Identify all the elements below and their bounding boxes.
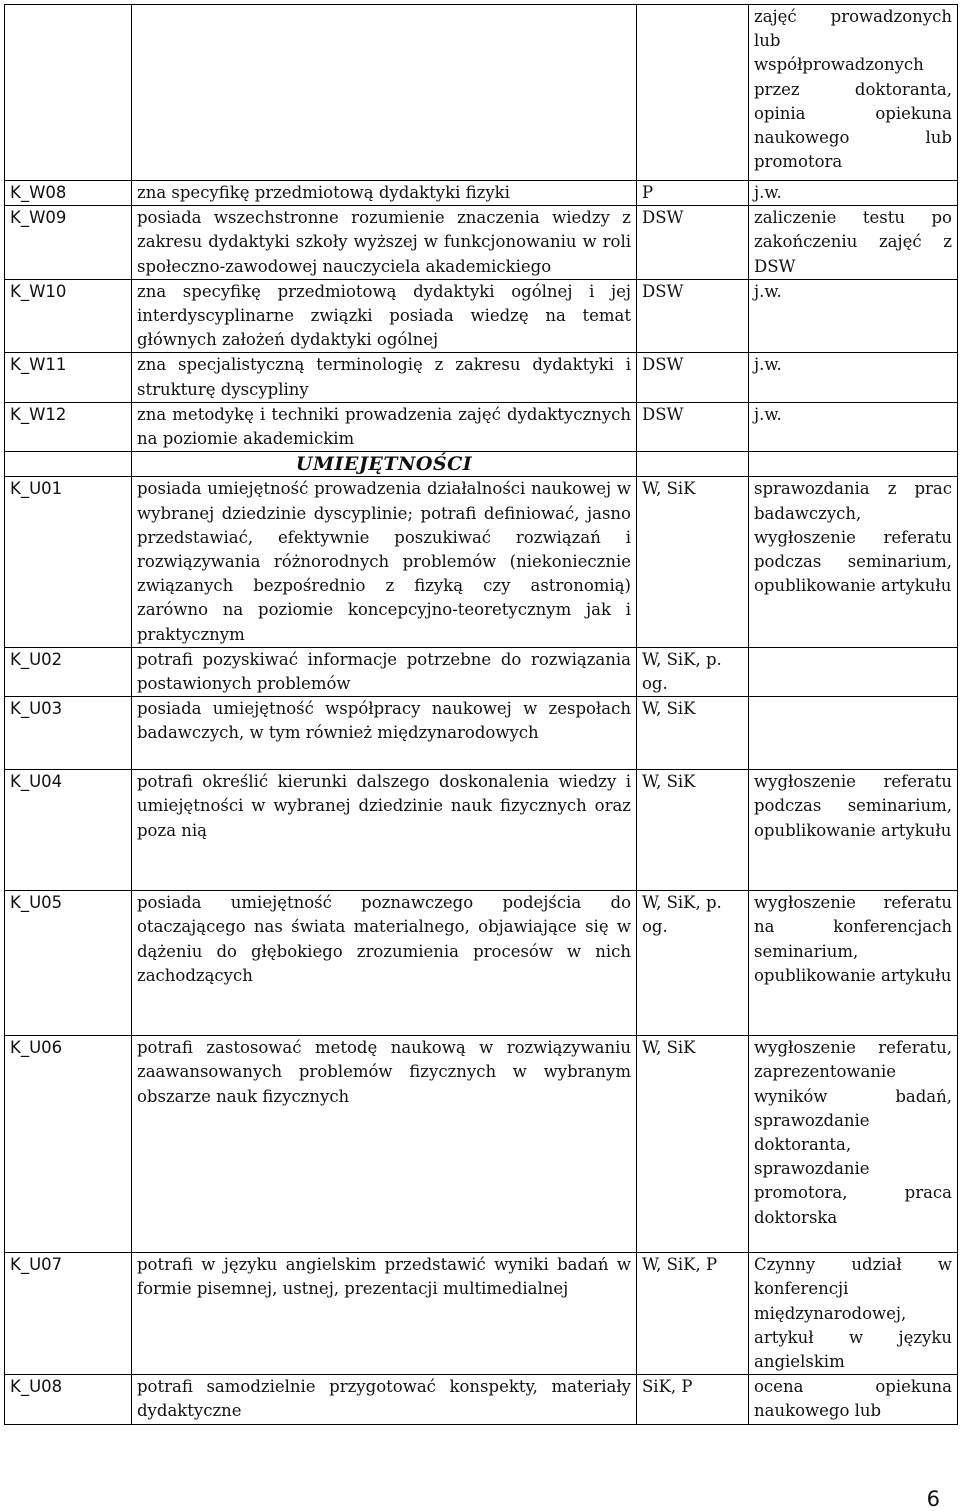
outcome-code: K_U07 xyxy=(5,1253,132,1375)
outcome-form: W, SiK, p. og. xyxy=(637,647,749,696)
table-row xyxy=(5,891,958,1036)
section-heading: UMIEJĘTNOŚCI xyxy=(132,452,637,477)
outcome-form: DSW xyxy=(637,279,749,353)
table-row xyxy=(5,770,958,891)
outcome-form: W, SiK, p. og. xyxy=(637,891,749,1036)
outcome-verification: j.w. xyxy=(749,181,958,206)
outcome-verification xyxy=(749,647,958,696)
outcome-verification xyxy=(749,697,958,770)
outcome-form: DSW xyxy=(637,206,749,280)
outcome-verification: sprawozdania z prac badawczych, wygłoszenie referatu podczas seminarium, opublikowanie artykułu xyxy=(749,477,958,647)
outcome-code: K_U05 xyxy=(5,891,132,1036)
table-row xyxy=(5,697,958,770)
outcome-form: W, SiK xyxy=(637,697,749,770)
outcome-code: K_U06 xyxy=(5,1036,132,1253)
outcome-description: zna metodykę i techniki prowadzenia zajęć dydaktycznych na poziomie akademickim xyxy=(132,402,637,451)
outcome-form: W, SiK xyxy=(637,477,749,647)
outcome-verification: j.w. xyxy=(749,279,958,353)
outcome-description: potrafi samodzielnie przygotować konspekty, materiały dydaktyczne xyxy=(132,1375,637,1424)
outcome-code: K_U04 xyxy=(5,770,132,891)
outcome-description: posiada wszechstronne rozumienie znaczenia wiedzy z zakresu dydaktyki szkoły wyższej w funkcjonowaniu w roli społeczno-zawodowej nauczyciela akademickiego xyxy=(132,206,637,280)
outcome-description: zna specyfikę przedmiotową dydaktyki fizyki xyxy=(132,181,637,206)
outcome-description: posiada umiejętność poznawczego podejścia do otaczającego nas świata materialnego, objawiające się w dążeniu do głębokiego zrozumienia procesów w nich zachodzących xyxy=(132,891,637,1036)
outcome-description: zna specyfikę przedmiotową dydaktyki ogólnej i jej interdyscyplinarne związki posiada wiedzę na temat głównych założeń dydaktyki ogólnej xyxy=(132,279,637,353)
outcome-code: K_W08 xyxy=(5,181,132,206)
outcome-code: K_U03 xyxy=(5,697,132,770)
outcome-code: K_U01 xyxy=(5,477,132,647)
outcome-code: K_W10 xyxy=(5,279,132,353)
table-row xyxy=(5,279,958,353)
outcome-code: K_W11 xyxy=(5,353,132,402)
outcome-description: posiada umiejętność prowadzenia działalności naukowej w wybranej dziedzinie dyscyplinie; potrafi definiować, jasno przedstawiać, efektywnie poszukiwać rozwiązań i rozwiązywania różnorodnych problemów (niekoniecznie związanych bezpośrednio z fizyką czy astronomią) zarówno na poziomie koncepcyjno-teoretycznym jak i praktycznym xyxy=(132,477,637,647)
outcome-description: potrafi zastosować metodę naukową w rozwiązywaniu zaawansowanych problemów fizycznych w wybranym obszarze nauk fizycznych xyxy=(132,1036,637,1253)
table-row xyxy=(5,647,958,696)
outcome-form: DSW xyxy=(637,402,749,451)
outcome-code: K_U08 xyxy=(5,1375,132,1424)
table-row xyxy=(5,5,958,181)
outcome-verification: wygłoszenie referatu podczas seminarium, opublikowanie artykułu xyxy=(749,770,958,891)
section-heading-row xyxy=(5,452,958,477)
outcome-verification: ocena opiekuna naukowego lub xyxy=(749,1375,958,1424)
table-row xyxy=(5,1036,958,1253)
outcome-description: potrafi w języku angielskim przedstawić wyniki badań w formie pisemnej, ustnej, prezentacji multimedialnej xyxy=(132,1253,637,1375)
outcome-code: K_W09 xyxy=(5,206,132,280)
outcome-verification: wygłoszenie referatu na konferencjach seminarium, opublikowanie artykułu xyxy=(749,891,958,1036)
outcome-description: zna specjalistyczną terminologię z zakresu dydaktyki i strukturę dyscypliny xyxy=(132,353,637,402)
table-row xyxy=(5,181,958,206)
outcome-form: W, SiK, P xyxy=(637,1253,749,1375)
outcome-description xyxy=(132,5,637,181)
outcome-form: W, SiK xyxy=(637,770,749,891)
table-row xyxy=(5,1375,958,1424)
outcome-verification: wygłoszenie referatu, zaprezentowanie wyników badań, sprawozdanie doktoranta, sprawozdanie promotora, praca doktorska xyxy=(749,1036,958,1253)
outcome-code: K_U02 xyxy=(5,647,132,696)
outcome-form: SiK, P xyxy=(637,1375,749,1424)
outcome-verification: j.w. xyxy=(749,353,958,402)
outcome-verification: zaliczenie testu po zakończeniu zajęć z DSW xyxy=(749,206,958,280)
outcome-form: DSW xyxy=(637,353,749,402)
outcome-code xyxy=(5,5,132,181)
outcome-description: potrafi pozyskiwać informacje potrzebne do rozwiązania postawionych problemów xyxy=(132,647,637,696)
outcome-code: K_W12 xyxy=(5,402,132,451)
outcome-verification: zajęć prowadzonych lub współprowadzonych przez doktoranta, opinia opiekuna naukowego lub promotora xyxy=(749,5,958,181)
learning-outcomes-table xyxy=(4,4,958,1425)
outcome-description: posiada umiejętność współpracy naukowej w zespołach badawczych, w tym również międzynarodowych xyxy=(132,697,637,770)
outcome-verification: j.w. xyxy=(749,402,958,451)
table-row xyxy=(5,206,958,280)
table-row xyxy=(5,353,958,402)
outcome-form: W, SiK xyxy=(637,1036,749,1253)
table-row xyxy=(5,402,958,451)
outcome-verification: Czynny udział w konferencji międzynarodowej, artykuł w języku angielskim xyxy=(749,1253,958,1375)
page-number: 6 xyxy=(926,1487,940,1511)
table-row xyxy=(5,1253,958,1375)
table-row xyxy=(5,477,958,647)
outcome-form xyxy=(637,5,749,181)
outcome-form: P xyxy=(637,181,749,206)
outcome-description: potrafi określić kierunki dalszego doskonalenia wiedzy i umiejętności w wybranej dziedzinie nauk fizycznych oraz poza nią xyxy=(132,770,637,891)
